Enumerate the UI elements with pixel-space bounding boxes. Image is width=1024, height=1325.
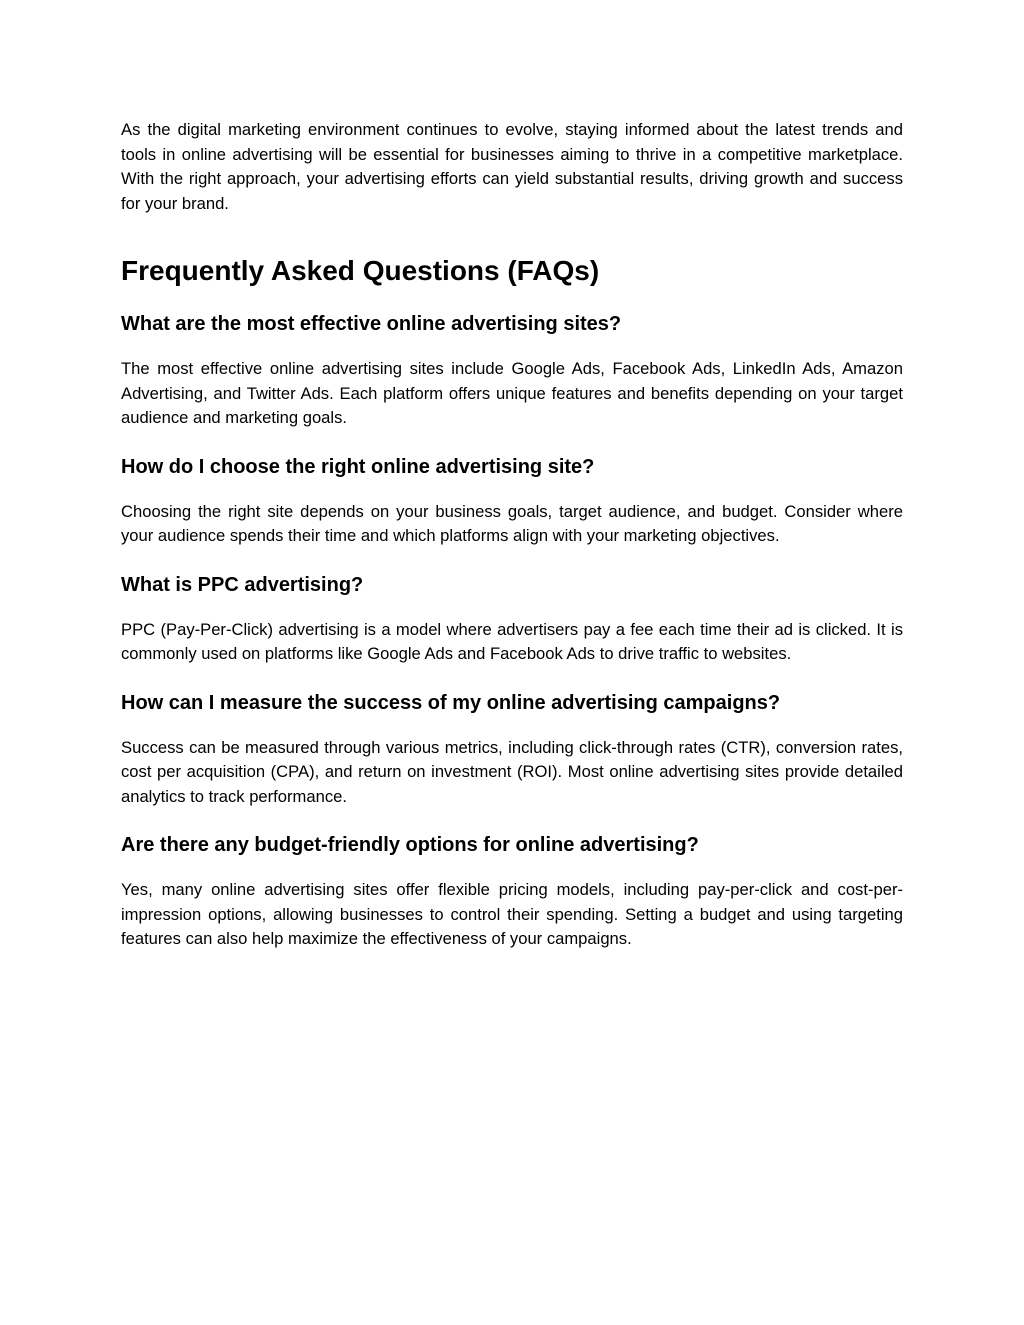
- faq-answer: The most effective online advertising sites include Google Ads, Facebook Ads, LinkedIn Ads, Amazon Advertising, and Twitter Ads. Each platform offers unique features and benefits depending on your target audience and marketing goals.: [121, 359, 903, 427]
- faq-answer: Yes, many online advertising sites offer flexible pricing models, including pay-per-click and cost-per-impression options, allowing businesses to control their spending. Setting a budget and using targeting features can also help maximize the effectiveness of your campaigns.: [121, 880, 903, 948]
- faq-question: What is PPC advertising?: [121, 573, 364, 596]
- faq-question: How can I measure the success of my online advertising campaigns?: [121, 691, 781, 714]
- faq-answer: PPC (Pay-Per-Click) advertising is a model where advertisers pay a fee each time their ad is clicked. It is commonly used on platforms like Google Ads and Facebook Ads to drive traffic to websites.: [121, 619, 903, 663]
- faq-item: [121, 455, 903, 549]
- faq-question: What are the most effective online advertising sites?: [121, 313, 622, 335]
- faq-item: [121, 833, 903, 952]
- faq-item: [121, 573, 903, 667]
- document-page: [121, 118, 903, 976]
- faq-item: [121, 312, 903, 431]
- faq-answer: Choosing the right site depends on your business goals, target audience, and budget. Consider where your audience spends their time and which platforms align with your marketing objectives.: [121, 501, 903, 545]
- faq-answer: Success can be measured through various metrics, including click-through rates (CTR), conversion rates, cost per acquisition (CPA), and return on investment (ROI). Most online advertising sites provide detailed analytics to track performance.: [121, 737, 903, 806]
- faq-item: [121, 691, 903, 810]
- faq-heading: Frequently Asked Questions (FAQs): [121, 255, 600, 286]
- faq-question: How do I choose the right online advertising site?: [121, 455, 595, 478]
- intro-paragraph: As the digital marketing environment continues to evolve, staying informed about the latest trends and tools in online advertising will be essential for businesses aiming to thrive in a competitive marketplace. With the right approach, your advertising efforts can yield substantial results, driving growth and success for your brand.: [121, 120, 903, 213]
- faq-question: Are there any budget-friendly options for online advertising?: [121, 834, 699, 856]
